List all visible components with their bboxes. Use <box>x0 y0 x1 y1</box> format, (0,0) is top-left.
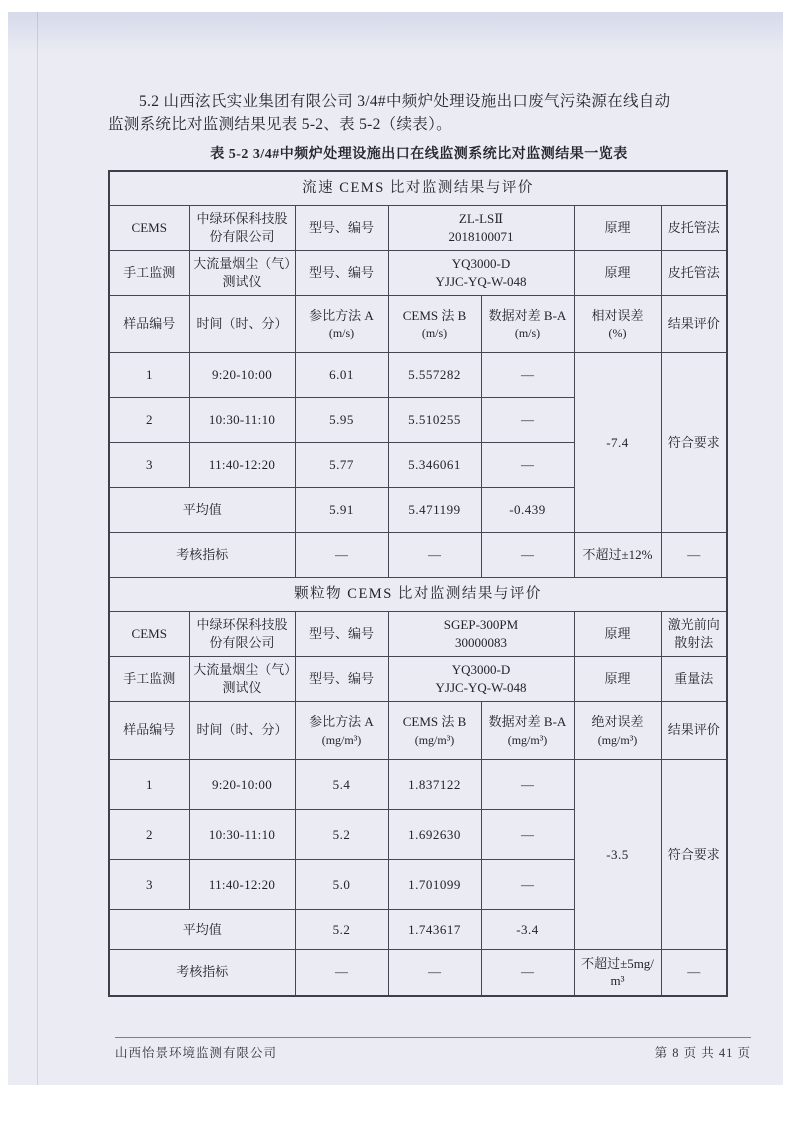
col-header-sample-no: 样品编号 <box>109 702 189 760</box>
principle-label: 原理 <box>574 612 661 657</box>
time-cell: 11:40-12:20 <box>189 443 295 488</box>
ref-value-cell: 5.0 <box>295 860 388 910</box>
model-value <box>388 206 574 251</box>
time-cell: 10:30-11:10 <box>189 398 295 443</box>
instrument-row <box>109 206 727 251</box>
ref-value-cell: 5.2 <box>295 910 388 950</box>
model-line-1: SGEP-300PM <box>443 617 519 633</box>
principle-value: 激光前向散射法 <box>661 612 727 657</box>
model-line-1: YQ3000-D <box>451 662 511 678</box>
model-line-2: YJJC-YQ-W-048 <box>435 680 527 695</box>
diff-value-cell: -3.4 <box>481 910 574 950</box>
diff-value-cell: — <box>481 760 574 810</box>
footer-divider <box>115 1037 751 1038</box>
model-line-2: 2018100071 <box>448 229 514 244</box>
sample-no-cell: 2 <box>109 398 189 443</box>
evaluation-cell: 符合要求 <box>661 353 727 533</box>
principle-value: 重量法 <box>661 657 727 702</box>
intro-paragraph <box>108 90 730 136</box>
instrument-role: CEMS <box>109 612 189 657</box>
error-value-cell: -3.5 <box>574 760 661 950</box>
model-value <box>388 251 574 296</box>
sample-row <box>109 353 727 398</box>
scanned-page <box>8 12 783 1085</box>
diff-value-cell: — <box>481 810 574 860</box>
col-header-data-diff: 数据对差 B-A (m/s) <box>481 296 574 353</box>
cems-value-cell: 1.692630 <box>388 810 481 860</box>
col-header-error: 绝对误差 (mg/m³) <box>574 702 661 760</box>
page-footer <box>115 1043 751 1061</box>
cems-value-cell: 1.701099 <box>388 860 481 910</box>
col-header-data-diff: 数据对差 B-A (mg/m³) <box>481 702 574 760</box>
footer-page-number: 第 8 页 共 41 页 <box>654 1046 751 1060</box>
scan-top-shadow <box>8 12 783 54</box>
col-header-reference-method: 参比方法 A (m/s) <box>295 296 388 353</box>
column-header-row <box>109 296 727 353</box>
sample-no-cell: 2 <box>109 810 189 860</box>
principle-value: 皮托管法 <box>661 206 727 251</box>
cems-value-cell: 5.557282 <box>388 353 481 398</box>
col-header-cems-method: CEMS 法 B (m/s) <box>388 296 481 353</box>
ref-value-cell: 5.2 <box>295 810 388 860</box>
ref-value-cell: 5.77 <box>295 443 388 488</box>
model-line-1: YQ3000-D <box>451 256 511 272</box>
col-header-reference-method: 参比方法 A (mg/m³) <box>295 702 388 760</box>
cems-value-cell: 5.346061 <box>388 443 481 488</box>
diff-value-cell: -0.439 <box>481 488 574 533</box>
footer-company: 山西怡景环境监测有限公司 <box>115 1046 278 1060</box>
assessment-label-cell: 考核指标 <box>109 950 295 996</box>
diff-value-cell: — <box>481 860 574 910</box>
sample-no-cell: 1 <box>109 353 189 398</box>
principle-label: 原理 <box>574 657 661 702</box>
comparison-results-table <box>108 170 728 997</box>
assessment-ref-cell: — <box>295 950 388 996</box>
model-value <box>388 612 574 657</box>
section-title-row <box>109 171 727 206</box>
cems-value-cell: 5.471199 <box>388 488 481 533</box>
instrument-row <box>109 612 727 657</box>
table-caption: 表 5-2 3/4#中频炉处理设施出口在线监测系统比对监测结果一览表 <box>210 147 628 162</box>
time-cell: 11:40-12:20 <box>189 860 295 910</box>
col-header-error: 相对误差 (%) <box>574 296 661 353</box>
cems-value-cell: 1.837122 <box>388 760 481 810</box>
sample-no-cell: 3 <box>109 443 189 488</box>
col-header-time: 时间（时、分） <box>189 296 295 353</box>
assessment-row <box>109 950 727 996</box>
error-value-cell: -7.4 <box>574 353 661 533</box>
scan-artifact-line <box>37 12 38 1085</box>
principle-label: 原理 <box>574 206 661 251</box>
model-label: 型号、编号 <box>295 612 388 657</box>
col-header-sample-no: 样品编号 <box>109 296 189 353</box>
average-label-cell: 平均值 <box>109 910 295 950</box>
col-header-time: 时间（时、分） <box>189 702 295 760</box>
particulate-section <box>109 578 727 996</box>
instrument-device: 大流量烟尘（气）测试仪 <box>189 657 295 702</box>
col-header-cems-method: CEMS 法 B (mg/m³) <box>388 702 481 760</box>
model-line-1: ZL-LSⅡ <box>458 211 504 227</box>
evaluation-cell: 符合要求 <box>661 760 727 950</box>
ref-value-cell: 5.91 <box>295 488 388 533</box>
time-cell: 10:30-11:10 <box>189 810 295 860</box>
assessment-diff-cell: — <box>481 950 574 996</box>
ref-value-cell: 5.4 <box>295 760 388 810</box>
assessment-row <box>109 533 727 578</box>
ref-value-cell: 6.01 <box>295 353 388 398</box>
model-line-2: 30000083 <box>455 635 507 650</box>
time-cell: 9:20-10:00 <box>189 760 295 810</box>
model-label: 型号、编号 <box>295 657 388 702</box>
average-label-cell: 平均值 <box>109 488 295 533</box>
model-line-2: YJJC-YQ-W-048 <box>435 274 527 289</box>
assessment-limit-cell: 不超过±5mg/m³ <box>574 950 661 996</box>
model-value <box>388 657 574 702</box>
diff-value-cell: — <box>481 353 574 398</box>
instrument-role: 手工监测 <box>109 657 189 702</box>
model-label: 型号、编号 <box>295 251 388 296</box>
instrument-row <box>109 251 727 296</box>
cems-value-cell: 5.510255 <box>388 398 481 443</box>
intro-line-1: 5.2 山西泫氏实业集团有限公司 3/4#中频炉处理设施出口废气污染源在线自动 <box>139 93 671 110</box>
diff-value-cell: — <box>481 398 574 443</box>
assessment-limit-cell: 不超过±12% <box>574 533 661 578</box>
cems-value-cell: 1.743617 <box>388 910 481 950</box>
assessment-eval-cell: — <box>661 533 727 578</box>
assessment-eval-cell: — <box>661 950 727 996</box>
model-label: 型号、编号 <box>295 206 388 251</box>
principle-value: 皮托管法 <box>661 251 727 296</box>
col-header-evaluation: 结果评价 <box>661 296 727 353</box>
instrument-role: 手工监测 <box>109 251 189 296</box>
sample-no-cell: 1 <box>109 760 189 810</box>
instrument-device: 中绿环保科技股份有限公司 <box>189 612 295 657</box>
instrument-role: CEMS <box>109 206 189 251</box>
section-title-row <box>109 578 727 612</box>
instrument-device: 中绿环保科技股份有限公司 <box>189 206 295 251</box>
assessment-cems-cell: — <box>388 533 481 578</box>
assessment-cems-cell: — <box>388 950 481 996</box>
instrument-device: 大流量烟尘（气）测试仪 <box>189 251 295 296</box>
diff-value-cell: — <box>481 443 574 488</box>
page-content <box>108 90 730 997</box>
assessment-diff-cell: — <box>481 533 574 578</box>
column-header-row <box>109 702 727 760</box>
col-header-evaluation: 结果评价 <box>661 702 727 760</box>
instrument-row <box>109 657 727 702</box>
intro-line-2: 监测系统比对监测结果见表 5-2、表 5-2（续表）。 <box>108 116 452 133</box>
section-title: 颗粒物 CEMS 比对监测结果与评价 <box>109 578 727 612</box>
assessment-label-cell: 考核指标 <box>109 533 295 578</box>
section-title: 流速 CEMS 比对监测结果与评价 <box>109 171 727 206</box>
time-cell: 9:20-10:00 <box>189 353 295 398</box>
sample-row <box>109 760 727 810</box>
principle-label: 原理 <box>574 251 661 296</box>
sample-no-cell: 3 <box>109 860 189 910</box>
ref-value-cell: 5.95 <box>295 398 388 443</box>
assessment-ref-cell: — <box>295 533 388 578</box>
flow-rate-section <box>109 171 727 578</box>
